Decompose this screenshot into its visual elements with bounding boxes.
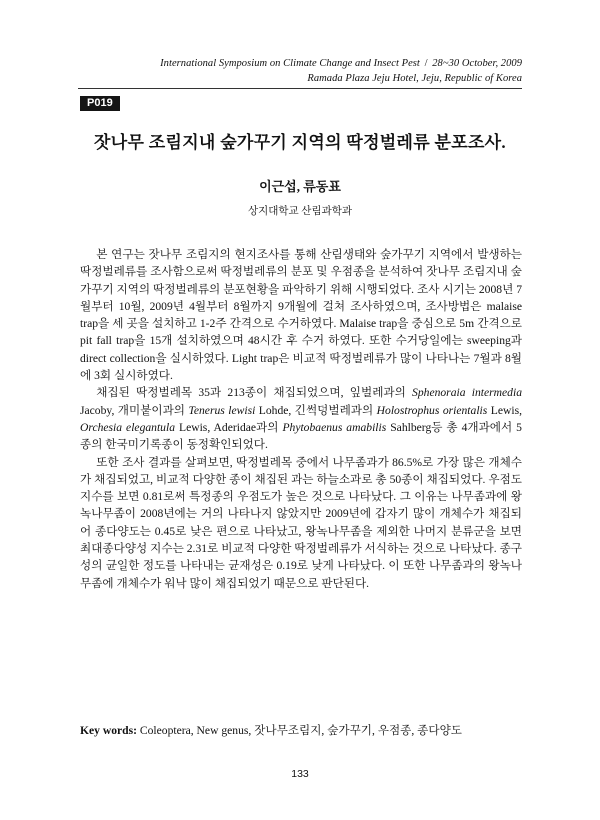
conference-line-1 [160, 56, 522, 71]
text-run: Sahlberg등 총 4개과에서 5종의 한국미기록종이 동정확인되었다. [80, 420, 522, 452]
conference-name: International Symposium on Climate Change and Insect Pest [160, 58, 420, 69]
header-separator: / [424, 58, 428, 69]
page-number: 133 [291, 768, 309, 780]
text-run: 채집된 딱정벌레목 35과 213종이 채집되었으며, 잎벌레과의 [96, 386, 413, 400]
poster-badge: P019 [80, 96, 120, 111]
species-name: Tenerus lewisi [188, 403, 256, 417]
keywords-text: Coleoptera, New genus, 잣나무조림지, 숲가꾸기, 우점종, 종다양도 [137, 724, 462, 737]
species-name: Orchesia elegantula [80, 420, 175, 434]
abstract-paragraph-2 [80, 384, 522, 453]
paper-title: 잣나무 조림지내 숲가꾸기 지역의 딱정벌레류 분포조사. [94, 133, 506, 152]
paper-authors: 이근섭, 류동표 [259, 179, 341, 194]
text-run: Lewis, Aderidae과의 [175, 420, 283, 434]
species-name: Phytobaenus amabilis [282, 420, 387, 434]
keywords-label: Key words: [80, 724, 137, 737]
abstract-paragraph-3: 또한 조사 결과를 살펴보면, 딱정벌레목 중에서 나무좀과가 86.5%로 가장 많은 개체수가 채집되었고, 비교적 다양한 종이 채집된 과는 하늘소과로 총 50종이 채집되었다. 우점도 지수를 보면 0.81로써 특정종의 우점도가 높은 것으로 나타났다. 그 이유는 나무좀과에 왕녹나무좀이 2008년에는 거의 나타나지 않았지만 2009년에 갑자기 많이 개체수가 채집되어 종다양도는 0.45로 낮은 편으로 나타났고, 왕녹나무좀을 제외한 나머지 분류군을 보면 최대종다양성 지수는 2.31로 비교적 다양한 딱정벌레류가 서식하는 것으로 나타났다. 종구성의 균일한 정도를 나타내는 균재성은 0.19로 낮게 나타났다. 이 또한 나무좀과의 왕녹나무좀에 개체수가 워낙 많이 채집되었기 때문으로 판단된다. [80, 455, 522, 590]
species-name: Sphenoraia intermedia [412, 386, 522, 400]
text-run: Lewis, [487, 403, 522, 417]
header-rule [78, 88, 522, 89]
conference-date: 28~30 October, 2009 [432, 58, 522, 69]
author-affiliation: 상지대학교 산림과학과 [247, 206, 353, 217]
abstract-body [80, 246, 522, 592]
keywords [80, 722, 522, 739]
abstract-paragraph-1: 본 연구는 잣나무 조림지의 현지조사를 통해 산림생태와 숲가꾸기 지역에서 발생하는 딱정벌레류를 조사함으로써 딱정벌레류의 분포 및 우점종을 분석하여 잣나무 조림지내 숲가꾸기 지역의 딱정벌레류의 분포현황을 파악하기 위해 시행되었다. 조사 시기는 2008년 7월부터 10월, 2009년 4월부터 8월까지 9개월에 걸쳐 조사하였으며, 조사방법은 malaise trap을 세 곳을 설치하고 1-2주 간격으로 수거하였다. Malaise trap을 중심으로 5m 간격으로 pit fall trap을 15개 설치하였으며 48시간 후 수거 하였다. 또한 수거당일에는 sweeping과 direct collection을 실시하였다. Light trap은 비교적 딱정벌레류가 많이 나타나는 7월과 8월에 3회 실시하였다. [80, 248, 522, 383]
text-run: Lohde, 긴썩덩벌레과의 [255, 403, 377, 417]
species-name: Holostrophus orientalis [376, 403, 488, 417]
conference-venue: Ramada Plaza Jeju Hotel, Jeju, Republic of Korea [307, 73, 522, 84]
text-run: Jacoby, 개미붙이과의 [80, 403, 189, 417]
conference-header [160, 56, 522, 86]
